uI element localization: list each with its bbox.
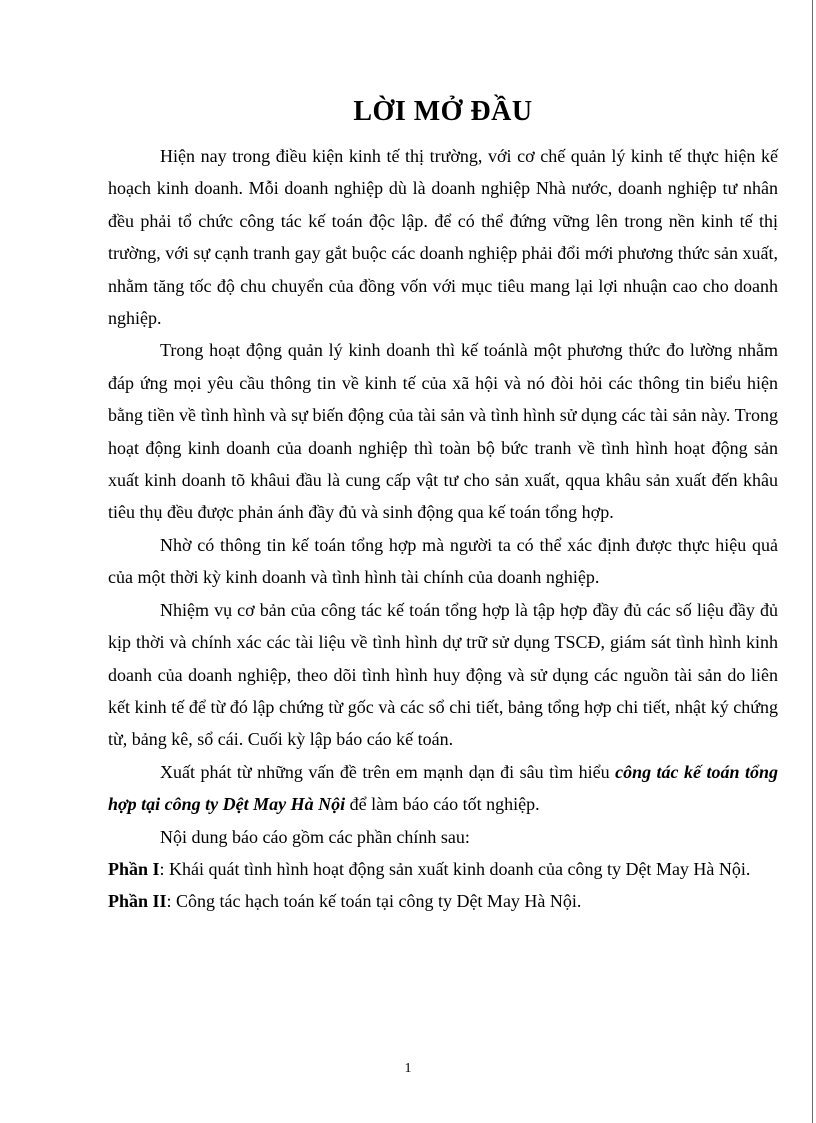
page-edge-rule bbox=[812, 0, 813, 1123]
part-2-text: : Công tác hạch toán kế toán tại công ty Dệt May Hà Nội. bbox=[166, 891, 582, 912]
part-1-text: : Khái quát tình hình hoạt động sản xuất kinh doanh của công ty Dệt May Hà Nội. bbox=[159, 858, 751, 879]
content-intro: Nội dung báo cáo gồm các phần chính sau: bbox=[160, 826, 470, 847]
page-number: 1 bbox=[404, 1061, 412, 1076]
part-2 bbox=[108, 885, 778, 917]
topic-text-before: Xuất phát từ những vấn đề trên em mạnh dạn đi sâu tìm hiểu bbox=[160, 761, 616, 782]
document-page bbox=[108, 92, 778, 918]
paragraph-3: Nhờ có thông tin kế toán tổng hợp mà người ta có thể xác định được thực hiệu quả của một thời kỳ kinh doanh và tình hình tài chính của doanh nghiệp. bbox=[108, 534, 778, 588]
topic-text-after: để làm báo cáo tốt nghiệp. bbox=[345, 794, 540, 815]
part-1-label: Phần I bbox=[108, 858, 160, 879]
topic-emphasis: công tác kế toán tổng hợp tại công ty Dệt May Hà Nội bbox=[108, 761, 778, 815]
part-1 bbox=[108, 853, 778, 885]
paragraph-4: Nhiệm vụ cơ bản của công tác kế toán tổng hợp là tập hợp đầy đủ các số liệu đầy đủ kịp thời và chính xác các tài liệu về tình hình dự trữ sử dụng TSCĐ, giám sát tình hình kinh doanh của doanh nghiệp, theo dõi tình hình huy động và sử dụng các nguồn tài sản do liên kết kinh tế để từ đó lập chứng từ gốc và các sổ chi tiết, bảng tổng hợp chi tiết, nhật ký chứng từ, bảng kê, sổ cái. Cuối kỳ lập báo cáo kế toán. bbox=[108, 599, 778, 750]
paragraph-2: Trong hoạt động quản lý kinh doanh thì kế toánlà một phương thức đo lường nhằm đáp ứng mọi yêu cầu thông tin về kinh tế của xã hội và nó đòi hỏi các thông tin biểu hiện bằng tiền về tình hình và sự biến động của tài sản và tình hình sử dụng các tài sản này. Trong hoạt động kinh doanh của doanh nghiệp thì toàn bộ bức tranh về tình hình hoạt động sản xuất kinh doanh tõ khâui đầu là cung cấp vật tư cho sản xuất, qqua khâu sản xuất đến khâu tiêu thụ đều được phản ánh đầy đủ và sinh động qua kế toán tổng hợp. bbox=[108, 340, 778, 523]
paragraph-topic bbox=[108, 756, 778, 821]
page-title: LỜI MỞ ĐẦU bbox=[353, 96, 533, 127]
part-2-label: Phần II bbox=[108, 891, 167, 912]
paragraph-1: Hiện nay trong điều kiện kinh tế thị trường, với cơ chế quản lý kinh tế thực hiện kế hoạch kinh doanh. Mỗi doanh nghiệp dù là doanh nghiệp Nhà nước, doanh nghiệp tư nhân đều phải tổ chức công tác kế toán độc lập. để có thể đứng vững lên trong nền kinh tế thị trường, với sự cạnh tranh gay gắt buộc các doanh nghiệp phải đổi mới phương thức sản xuất, nhằm tăng tốc độ chu chuyển của đồng vốn với mục tiêu mang lại lợi nhuận cao cho doanh nghiệp. bbox=[108, 146, 778, 329]
